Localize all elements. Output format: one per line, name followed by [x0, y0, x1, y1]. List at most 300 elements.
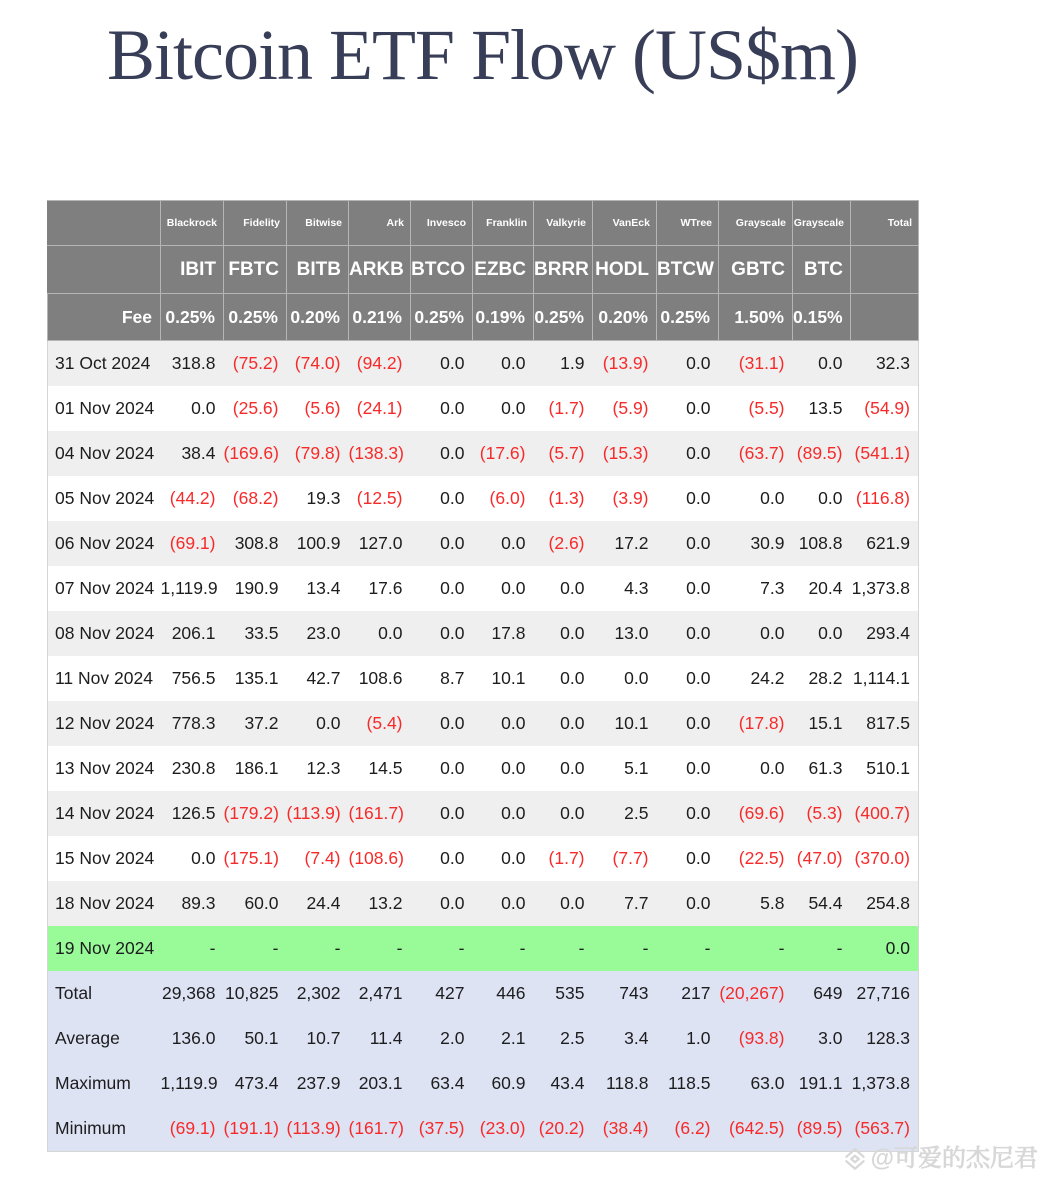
value-cell: 0.0	[818, 488, 843, 508]
value-cell: 0.0	[560, 803, 585, 823]
value-cell: 0.0	[760, 623, 785, 643]
value-cell: 0.0	[686, 713, 711, 733]
value-cell: (93.8)	[738, 1028, 785, 1048]
table-row	[48, 476, 919, 521]
value-cell: (23.0)	[473, 1106, 534, 1152]
ticker-header: HODL	[593, 246, 657, 294]
value-cell: 0.0	[818, 353, 843, 373]
value-cell: 38.4	[181, 443, 216, 463]
issuer-header: Blackrock	[161, 201, 224, 246]
value-cell: (169.6)	[223, 443, 279, 463]
value-cell: 108.6	[358, 668, 403, 688]
summary-row-average	[48, 1016, 919, 1061]
value-cell: (5.3)	[806, 803, 843, 823]
date-cell: 01 Nov 2024	[48, 386, 161, 431]
table-summary	[48, 971, 919, 1152]
total-cell: 1,114.1	[851, 656, 919, 701]
value-cell: 308.8	[234, 533, 279, 553]
total-fee-cell	[851, 294, 919, 341]
watermark	[842, 1146, 1038, 1172]
value-cell: (6.2)	[657, 1106, 719, 1152]
value-cell: 0.0	[560, 623, 585, 643]
value-cell: 0.0	[818, 623, 843, 643]
table-row	[48, 746, 919, 791]
value-cell: 0.0	[686, 533, 711, 553]
table-row	[48, 791, 919, 836]
value-cell: (5.7)	[548, 443, 585, 463]
value-cell: (75.2)	[232, 353, 279, 373]
issuer-header-row	[48, 201, 919, 246]
value-cell: 2,471	[358, 983, 403, 1003]
value-cell: (1.7)	[548, 398, 585, 418]
value-cell: -	[209, 938, 216, 958]
fee-row	[48, 294, 919, 341]
value-cell: 206.1	[171, 623, 216, 643]
value-cell: (2.6)	[548, 533, 585, 553]
value-cell: 0.0	[440, 353, 465, 373]
value-cell: (138.3)	[348, 443, 404, 463]
fee-row-label: Fee	[48, 294, 161, 341]
fee-cell: 0.25%	[657, 294, 719, 341]
value-cell: 17.2	[614, 533, 649, 553]
value-cell: (38.4)	[593, 1106, 657, 1152]
issuer-header: Bitwise	[287, 201, 349, 246]
value-cell: 0.0	[501, 533, 526, 553]
ticker-header-row	[48, 246, 919, 294]
value-cell: 0.0	[440, 803, 465, 823]
ticker-header: BTCW	[657, 246, 719, 294]
value-cell: 318.8	[171, 353, 216, 373]
value-cell: -	[704, 938, 711, 958]
fee-cell: 0.25%	[224, 294, 287, 341]
table-row	[48, 836, 919, 881]
value-cell: 10.7	[306, 1028, 341, 1048]
value-cell: 191.1	[798, 1073, 843, 1093]
value-cell: 0.0	[560, 758, 585, 778]
value-cell: (108.6)	[348, 848, 404, 868]
value-cell: (191.1)	[224, 1106, 287, 1152]
value-cell: (12.5)	[356, 488, 403, 508]
date-cell: 14 Nov 2024	[48, 791, 161, 836]
value-cell: (37.5)	[411, 1106, 473, 1152]
total-cell: 32.3	[851, 341, 919, 387]
value-cell: 0.0	[440, 623, 465, 643]
fee-cell: 0.20%	[287, 294, 349, 341]
total-cell: 27,716	[851, 971, 919, 1016]
value-cell: 12.3	[306, 758, 341, 778]
value-cell: 0.0	[560, 713, 585, 733]
value-cell: (7.4)	[304, 848, 341, 868]
value-cell: 1.0	[686, 1028, 711, 1048]
value-cell: (69.1)	[161, 1106, 224, 1152]
value-cell: 1,119.9	[160, 578, 218, 598]
value-cell: 118.8	[606, 1073, 649, 1093]
table-row	[48, 701, 919, 746]
value-cell: 10.1	[614, 713, 649, 733]
value-cell: 190.9	[234, 578, 279, 598]
value-cell: (7.7)	[612, 848, 649, 868]
value-cell: 649	[813, 983, 843, 1003]
value-cell: 0.0	[686, 623, 711, 643]
value-cell: 5.1	[624, 758, 649, 778]
value-cell: (5.5)	[748, 398, 785, 418]
value-cell: 0.0	[760, 758, 785, 778]
value-cell: 43.4	[550, 1073, 585, 1093]
value-cell: 0.0	[316, 713, 341, 733]
total-cell: 817.5	[851, 701, 919, 746]
total-cell: 510.1	[851, 746, 919, 791]
ticker-header: BTC	[793, 246, 851, 294]
value-cell: (74.0)	[294, 353, 341, 373]
summary-row-total	[48, 971, 919, 1016]
date-cell: 31 Oct 2024	[48, 341, 161, 387]
value-cell: 37.2	[244, 713, 279, 733]
etf-flow-table	[47, 200, 919, 1152]
value-cell: 217	[681, 983, 711, 1003]
value-cell: 61.3	[808, 758, 843, 778]
date-cell: 13 Nov 2024	[48, 746, 161, 791]
value-cell: 0.0	[686, 848, 711, 868]
date-cell: 04 Nov 2024	[48, 431, 161, 476]
value-cell: 0.0	[686, 398, 711, 418]
ticker-header: EZBC	[473, 246, 534, 294]
fee-cell: 0.21%	[349, 294, 411, 341]
value-cell: 126.5	[171, 803, 216, 823]
fee-cell: 0.15%	[793, 294, 851, 341]
value-cell: 24.2	[750, 668, 785, 688]
value-cell: 743	[619, 983, 649, 1003]
value-cell: 0.0	[501, 848, 526, 868]
value-cell: 203.1	[358, 1073, 403, 1093]
value-cell: 0.0	[560, 893, 585, 913]
value-cell: (642.5)	[719, 1106, 793, 1152]
value-cell: 473.4	[234, 1073, 279, 1093]
ticker-header: BITB	[287, 246, 349, 294]
fee-cell: 0.20%	[593, 294, 657, 341]
value-cell: (24.1)	[356, 398, 403, 418]
value-cell: 54.4	[808, 893, 843, 913]
value-cell: 118.5	[668, 1073, 711, 1093]
value-cell: 446	[496, 983, 526, 1003]
value-cell: (79.8)	[294, 443, 341, 463]
issuer-header: Invesco	[411, 201, 473, 246]
value-cell: 0.0	[501, 713, 526, 733]
value-cell: 13.4	[306, 578, 341, 598]
total-ticker-cell	[851, 246, 919, 294]
value-cell: -	[836, 938, 843, 958]
value-cell: (1.7)	[548, 848, 585, 868]
total-cell: 128.3	[851, 1016, 919, 1061]
value-cell: 15.1	[808, 713, 843, 733]
value-cell: (3.9)	[612, 488, 649, 508]
value-cell: 108.8	[798, 533, 843, 553]
value-cell: 0.0	[560, 578, 585, 598]
ticker-header: FBTC	[224, 246, 287, 294]
value-cell: (13.9)	[602, 353, 649, 373]
value-cell: 0.0	[501, 398, 526, 418]
value-cell: 89.3	[181, 893, 216, 913]
value-cell: 13.5	[808, 398, 843, 418]
value-cell: 127.0	[358, 533, 403, 553]
value-cell: 42.7	[306, 668, 341, 688]
table-row	[48, 431, 919, 476]
value-cell: 63.4	[430, 1073, 465, 1093]
value-cell: 0.0	[191, 848, 216, 868]
value-cell: 0.0	[624, 668, 649, 688]
value-cell: 3.0	[818, 1028, 843, 1048]
value-cell: 7.7	[624, 893, 649, 913]
fee-cell: 0.25%	[534, 294, 593, 341]
page-title: Bitcoin ETF Flow (US$m)	[106, 15, 859, 95]
table-row	[48, 341, 919, 387]
value-cell: 5.8	[760, 893, 785, 913]
value-cell: 11.4	[369, 1028, 403, 1048]
table-row-projected	[48, 926, 919, 971]
value-cell: 0.0	[560, 668, 585, 688]
value-cell: (17.8)	[738, 713, 785, 733]
value-cell: 756.5	[171, 668, 216, 688]
value-cell: 24.4	[306, 893, 341, 913]
total-cell: (370.0)	[851, 836, 919, 881]
value-cell: 19.3	[306, 488, 341, 508]
value-cell: (5.6)	[304, 398, 341, 418]
value-cell: 63.0	[750, 1073, 785, 1093]
value-cell: 100.9	[296, 533, 341, 553]
value-cell: (47.0)	[796, 848, 843, 868]
summary-label-cell: Maximum	[48, 1061, 161, 1106]
fee-cell: 1.50%	[719, 294, 793, 341]
issuer-header: VanEck	[593, 201, 657, 246]
value-cell: (179.2)	[223, 803, 279, 823]
value-cell: 0.0	[686, 488, 711, 508]
value-cell: 0.0	[440, 758, 465, 778]
value-cell: 60.9	[491, 1073, 526, 1093]
value-cell: 2.1	[501, 1028, 526, 1048]
value-cell: (63.7)	[738, 443, 785, 463]
value-cell: (17.6)	[479, 443, 526, 463]
summary-label-cell: Average	[48, 1016, 161, 1061]
table-body	[48, 341, 919, 972]
value-cell: 0.0	[440, 533, 465, 553]
value-cell: 50.1	[244, 1028, 279, 1048]
value-cell: 0.0	[686, 803, 711, 823]
value-cell: 0.0	[378, 623, 403, 643]
table-row	[48, 611, 919, 656]
issuer-header: Valkyrie	[534, 201, 593, 246]
value-cell: -	[458, 938, 465, 958]
value-cell: 0.0	[440, 488, 465, 508]
table-row	[48, 521, 919, 566]
total-cell: (563.7)	[851, 1106, 919, 1152]
total-cell: 1,373.8	[851, 1061, 919, 1106]
total-header: Total	[851, 201, 919, 246]
table-row	[48, 566, 919, 611]
value-cell: (20.2)	[534, 1106, 593, 1152]
issuer-header: Ark	[349, 201, 411, 246]
value-cell: (5.9)	[612, 398, 649, 418]
value-cell: 0.0	[501, 803, 526, 823]
value-cell: 0.0	[501, 578, 526, 598]
value-cell: 135.1	[234, 668, 279, 688]
corner-cell	[48, 201, 161, 246]
value-cell: 0.0	[440, 443, 465, 463]
ticker-header: BRRR	[534, 246, 593, 294]
value-cell: 2,302	[296, 983, 341, 1003]
value-cell: 29,368	[161, 983, 216, 1003]
value-cell: 14.5	[368, 758, 403, 778]
table-row	[48, 386, 919, 431]
issuer-header: Grayscale	[793, 201, 851, 246]
value-cell: 28.2	[808, 668, 843, 688]
ticker-header: GBTC	[719, 246, 793, 294]
diamond-logo-icon	[842, 1146, 868, 1172]
value-cell: (161.7)	[348, 803, 404, 823]
value-cell: 20.4	[808, 578, 843, 598]
date-cell: 08 Nov 2024	[48, 611, 161, 656]
value-cell: (5.4)	[366, 713, 403, 733]
value-cell: 17.6	[368, 578, 403, 598]
value-cell: (94.2)	[356, 353, 403, 373]
date-cell: 05 Nov 2024	[48, 476, 161, 521]
ticker-header: IBIT	[161, 246, 224, 294]
summary-row-minimum	[48, 1106, 919, 1152]
value-cell: 0.0	[686, 443, 711, 463]
date-cell: 06 Nov 2024	[48, 521, 161, 566]
value-cell: 0.0	[686, 578, 711, 598]
table-row	[48, 656, 919, 701]
value-cell: (89.5)	[796, 443, 843, 463]
value-cell: 2.5	[560, 1028, 585, 1048]
ticker-header: BTCO	[411, 246, 473, 294]
total-cell: (54.9)	[851, 386, 919, 431]
value-cell: (31.1)	[738, 353, 785, 373]
total-cell: 0.0	[851, 926, 919, 971]
value-cell: (1.3)	[548, 488, 585, 508]
value-cell: 30.9	[750, 533, 785, 553]
value-cell: 427	[435, 983, 465, 1003]
value-cell: -	[778, 938, 785, 958]
value-cell: 778.3	[171, 713, 216, 733]
total-cell: 1,373.8	[851, 566, 919, 611]
value-cell: (113.9)	[286, 803, 341, 823]
value-cell: (69.1)	[169, 533, 216, 553]
summary-label-cell: Minimum	[48, 1106, 161, 1152]
value-cell: 7.3	[760, 578, 785, 598]
table-row	[48, 881, 919, 926]
fee-cell: 0.25%	[411, 294, 473, 341]
value-cell: (15.3)	[602, 443, 649, 463]
value-cell: (68.2)	[232, 488, 279, 508]
watermark-text: @可爱的杰尼君	[870, 1145, 1038, 1172]
value-cell: -	[396, 938, 403, 958]
value-cell: 0.0	[501, 758, 526, 778]
value-cell: 0.0	[501, 893, 526, 913]
value-cell: (25.6)	[232, 398, 279, 418]
total-cell: (400.7)	[851, 791, 919, 836]
value-cell: 186.1	[234, 758, 279, 778]
total-cell: (116.8)	[851, 476, 919, 521]
value-cell: 1,119.9	[160, 1073, 218, 1093]
issuer-header: WTree	[657, 201, 719, 246]
issuer-header: Grayscale	[719, 201, 793, 246]
value-cell: 0.0	[686, 758, 711, 778]
summary-label-cell: Total	[48, 971, 161, 1016]
value-cell: (6.0)	[489, 488, 526, 508]
value-cell: 0.0	[686, 353, 711, 373]
value-cell: (175.1)	[223, 848, 279, 868]
value-cell: 10.1	[491, 668, 526, 688]
value-cell: -	[642, 938, 649, 958]
value-cell: 4.3	[624, 578, 649, 598]
total-cell: 293.4	[851, 611, 919, 656]
value-cell: (44.2)	[169, 488, 216, 508]
value-cell: 0.0	[440, 713, 465, 733]
total-cell: 621.9	[851, 521, 919, 566]
value-cell: 0.0	[440, 398, 465, 418]
summary-row-maximum	[48, 1061, 919, 1106]
issuer-header: Franklin	[473, 201, 534, 246]
value-cell: 0.0	[191, 398, 216, 418]
value-cell: 2.0	[440, 1028, 465, 1048]
fee-cell: 0.19%	[473, 294, 534, 341]
table-head	[48, 201, 919, 341]
value-cell: 0.0	[686, 893, 711, 913]
date-cell: 15 Nov 2024	[48, 836, 161, 881]
value-cell: (20,267)	[719, 983, 785, 1003]
issuer-header: Fidelity	[224, 201, 287, 246]
date-cell: 11 Nov 2024	[48, 656, 161, 701]
date-cell: 18 Nov 2024	[48, 881, 161, 926]
value-cell: 0.0	[760, 488, 785, 508]
value-cell: 10,825	[224, 983, 279, 1003]
date-cell: 07 Nov 2024	[48, 566, 161, 611]
value-cell: 136.0	[171, 1028, 216, 1048]
value-cell: 0.0	[440, 893, 465, 913]
value-cell: -	[519, 938, 526, 958]
date-cell: 12 Nov 2024	[48, 701, 161, 746]
value-cell: 535	[555, 983, 585, 1003]
total-cell: 254.8	[851, 881, 919, 926]
ticker-header: ARKB	[349, 246, 411, 294]
value-cell: 2.5	[624, 803, 649, 823]
value-cell: 3.4	[624, 1028, 649, 1048]
value-cell: 0.0	[686, 668, 711, 688]
value-cell: 17.8	[491, 623, 526, 643]
value-cell: 8.7	[440, 668, 465, 688]
value-cell: 237.9	[296, 1073, 341, 1093]
total-cell: (541.1)	[851, 431, 919, 476]
value-cell: (22.5)	[738, 848, 785, 868]
value-cell: 1.9	[560, 353, 585, 373]
value-cell: (161.7)	[349, 1106, 411, 1152]
value-cell: 0.0	[440, 848, 465, 868]
corner-cell	[48, 246, 161, 294]
value-cell: (113.9)	[287, 1106, 349, 1152]
value-cell: 23.0	[306, 623, 341, 643]
date-cell: 19 Nov 2024	[48, 926, 161, 971]
value-cell: 33.5	[244, 623, 279, 643]
value-cell: -	[578, 938, 585, 958]
value-cell: 0.0	[501, 353, 526, 373]
value-cell: 60.0	[244, 893, 279, 913]
value-cell: 13.0	[614, 623, 649, 643]
fee-cell: 0.25%	[161, 294, 224, 341]
value-cell: (69.6)	[738, 803, 785, 823]
value-cell: (89.5)	[793, 1106, 851, 1152]
value-cell: 230.8	[171, 758, 216, 778]
value-cell: -	[334, 938, 341, 958]
value-cell: 13.2	[368, 893, 403, 913]
